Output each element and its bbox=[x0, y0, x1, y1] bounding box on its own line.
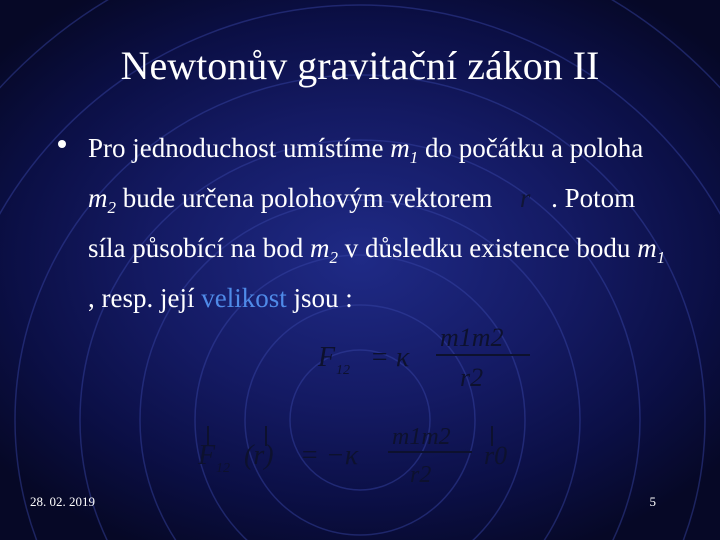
formula1-equals: = κ bbox=[370, 342, 410, 373]
formula-force-magnitude bbox=[312, 320, 542, 400]
velikost-link[interactable]: velikost bbox=[201, 283, 287, 313]
formula2-numerator: m1m2 bbox=[392, 424, 451, 450]
formula2-arg: (r) bbox=[244, 440, 274, 471]
formula-force-vector bbox=[196, 412, 526, 492]
formula1-lhs: F bbox=[318, 342, 336, 373]
bullet-point bbox=[62, 128, 672, 318]
vector-r-symbol: r bbox=[519, 183, 531, 213]
formula2-unit-vector: r0 bbox=[484, 441, 508, 470]
formula2-lhs-sub: 12 bbox=[216, 461, 230, 476]
footer-date: 28. 02. 2019 bbox=[30, 494, 95, 509]
formula2-denominator: r2 bbox=[410, 462, 432, 488]
bullet-text: Pro jednoduchost umístíme $m_1$ do počátku a poloha $m_2$ bude určena polohovým vektorem r . Potom síla působící na bod $m_2$ v důsledku existence bodu $m_1$ , resp. její velikost jsou : bbox=[88, 133, 666, 313]
formula1-lhs-sub: 12 bbox=[336, 363, 350, 378]
bullet-icon bbox=[58, 140, 66, 148]
formula2-lhs: F bbox=[198, 440, 216, 471]
formula1-numerator: m1m2 bbox=[440, 323, 504, 352]
formula1-denominator: r2 bbox=[460, 363, 484, 392]
slide-title: Newtonův gravitační zákon II bbox=[120, 43, 600, 88]
formula2-equals: = −κ bbox=[300, 440, 359, 471]
footer-page-number: 5 bbox=[649, 494, 656, 509]
